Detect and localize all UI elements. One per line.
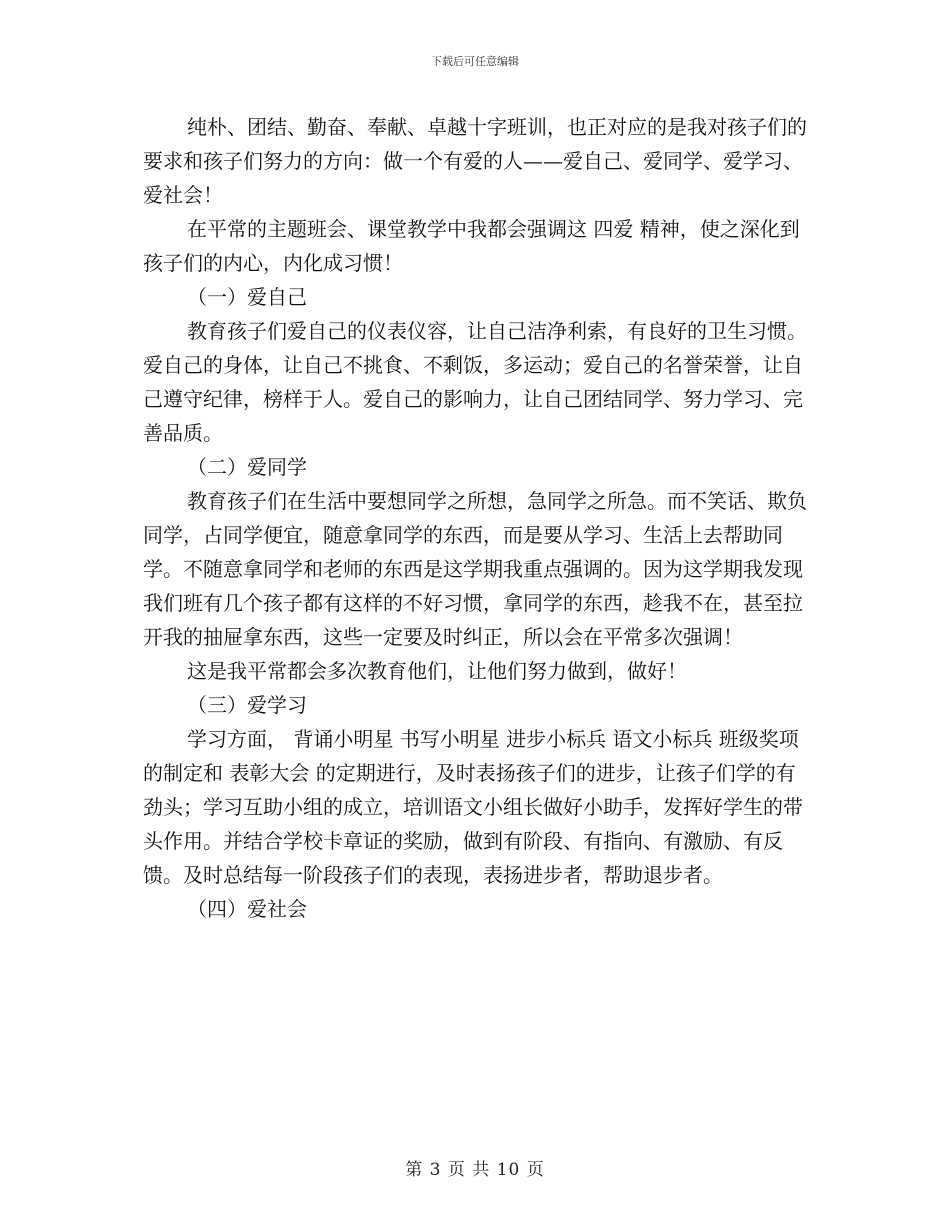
paragraph-repeated-education: 这是我平常都会多次教育他们，让他们努力做到，做好！ xyxy=(187,659,687,683)
paragraph-class-motto: 纯朴、团结、勤奋、奉献、卓越十字班训，也正对应的是我对孩子们的要求和孩子们努力的方向：做一个有爱的人——爱自己、爱同学、爱学习、爱社会！ xyxy=(143,115,807,207)
section-heading-love-self: （一）爱自己 xyxy=(187,285,307,309)
document-body xyxy=(143,110,813,926)
paragraph-love-classmates: 教育孩子们在生活中要想同学之所想，急同学之所急。而不笑话、欺负同学，占同学便宜，随意拿同学的东西，而是要从学习、生活上去帮助同学。不随意拿同学和老师的东西是这学期我重点强调的。因为这学期我发现我们班有几个孩子都有这样的不好习惯，拿同学的东西，趁我不在，甚至拉开我的抽屉拿东西，这些一定要及时纠正，所以会在平常多次强调！ xyxy=(143,489,807,649)
page-footer-number: 第 3 页 共 10 页 xyxy=(405,1160,545,1180)
paragraph-four-loves: 在平常的主题班会、课堂教学中我都会强调这 四爱 精神，使之深化到孩子们的内心，内化成习惯！ xyxy=(143,217,800,275)
page-header-note: 下载后可任意编辑 xyxy=(431,55,519,68)
section-heading-love-society: （四）爱社会 xyxy=(187,897,307,921)
section-heading-love-classmates: （二）爱同学 xyxy=(187,455,307,479)
paragraph-love-learning: 学习方面， 背诵小明星 书写小明星 进步小标兵 语文小标兵 班级奖项的制定和 表彰大会 的定期进行，及时表扬孩子们的进步，让孩子们学的有劲头；学习互助小组的成立，培训语文小组长做好小助手，发挥好学生的带头作用。并结合学校卡章证的奖励，做到有阶段、有指向、有激励、有反馈。及时总结每一阶段孩子们的表现，表扬进步者，帮助退步者。 xyxy=(143,727,803,887)
paragraph-love-self: 教育孩子们爱自己的仪表仪容，让自己洁净利索，有良好的卫生习惯。爱自己的身体，让自己不挑食、不剩饭，多运动；爱自己的名誉荣誉，让自己遵守纪律，榜样于人。爱自己的影响力，让自己团结同学、努力学习、完善品质。 xyxy=(143,319,807,445)
section-heading-love-learning: （三）爱学习 xyxy=(187,693,307,717)
